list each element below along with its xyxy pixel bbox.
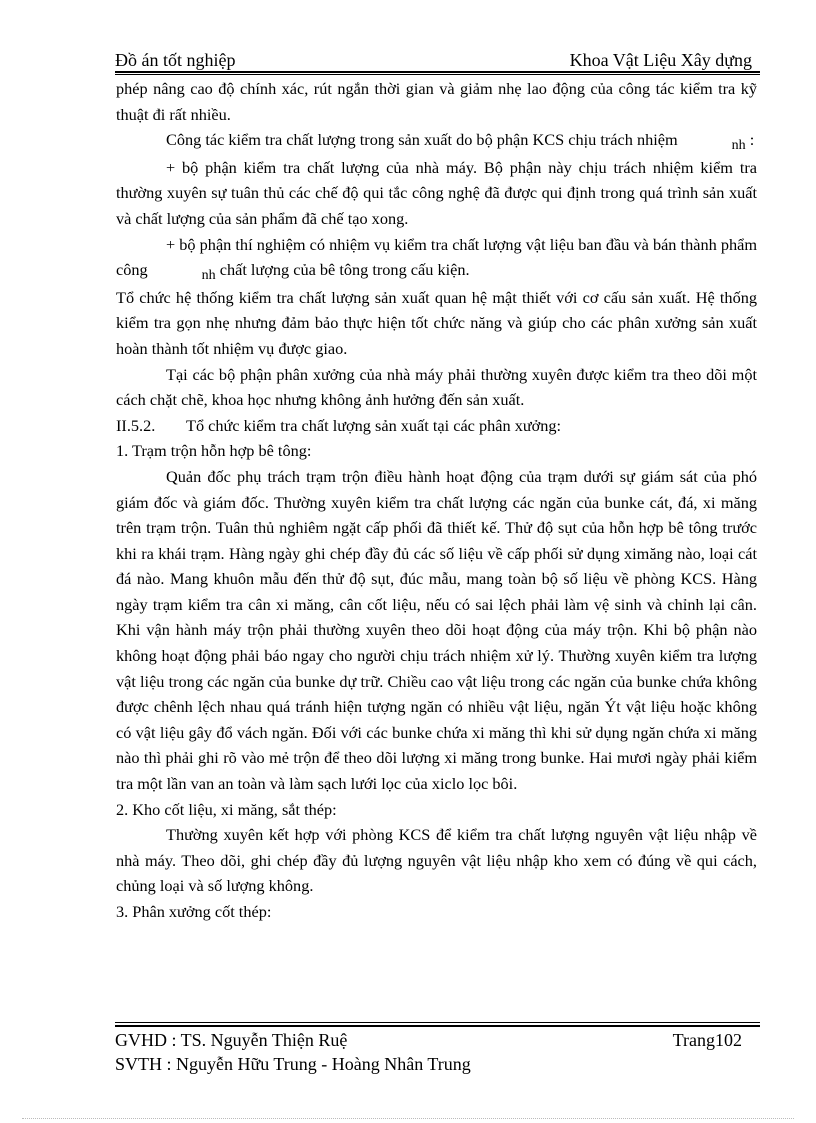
section-heading <box>116 413 757 439</box>
footer-rule <box>115 1025 760 1027</box>
header-title: Đồ án tốt nghiệp <box>115 50 236 70</box>
paragraph: Tổ chức hệ thống kiểm tra chất lượng sản xuất quan hệ mật thiết với cơ cấu sản xuất. Hệ thống kiểm tra gọn nhẹ nhưng đảm bảo thực hiện tốt chức năng và giúp cho các phân xưởng sản xuất hoàn thành tốt nhiệm vụ được giao. <box>116 287 757 358</box>
page-edge <box>22 1118 794 1119</box>
paragraph: + bộ phận kiểm tra chất lượng của nhà máy. Bộ phận này chịu trách nhiệm kiểm tra thường xuyên sự tuân thủ các chế độ qui tắc công nghệ đã được qui định trong quá trình sản xuất và chất lượng của sản phẩm đã chế tạo xong. <box>116 157 757 228</box>
paragraph: phép nâng cao độ chính xác, rút ngắn thời gian và giảm nhẹ lao động của công tác kiểm tra kỹ thuật đi rất nhiều. <box>116 79 757 124</box>
footer-students: SVTH : Nguyễn Hữu Trung - Hoàng Nhân Trung <box>115 1054 471 1074</box>
page-footer <box>115 1022 760 1082</box>
page-number: Trang102 <box>672 1030 742 1050</box>
section-number: II.5.2. <box>116 415 156 435</box>
subscript-fragment: nh <box>201 268 216 284</box>
subheading: 3. Phân xưởng cốt thép: <box>116 902 272 921</box>
paragraph: Thường xuyên kết hợp với phòng KCS để kiểm tra chất lượng nguyên vật liệu nhập về nhà máy. Theo dõi, ghi chép đầy đủ lượng nguyên vật liệu nhập kho xem có đúng về qui cách, chủng loại và số lượng không. <box>116 825 757 896</box>
header-rule <box>115 71 760 73</box>
header-rule-thin <box>115 74 760 75</box>
document-body <box>116 76 757 925</box>
subscript-fragment: nh <box>731 138 746 154</box>
paragraph: Công tác kiểm tra chất lượng trong sản xuất do bộ phận KCS chịu trách nhiệm nh : <box>116 127 757 155</box>
page-header <box>115 48 760 74</box>
footer-supervisor: GVHD : TS. Nguyễn Thiện Ruệ <box>115 1030 348 1050</box>
paragraph: Tại các bộ phận phân xưởng của nhà máy phải thường xuyên được kiểm tra theo dõi một cách chặt chẽ, khoa học nhưng không ảnh hưởng đến sản xuất. <box>116 364 757 410</box>
paragraph: Quản đốc phụ trách trạm trộn điều hành hoạt động của trạm dưới sự giám sát của phó giám đốc và giám đốc. Thường xuyên kiểm tra chất lượng các ngăn của bunke cát, đá, xi măng trên trạm trộn. Tuân thủ nghiêm ngặt cấp phối đã thiết kế. Thử độ sụt của hỗn hợp bê tông trước khi ra khái trạm. Hàng ngày ghi chép đầy đủ các số liệu về cấp phối sử dụng ximăng nào, loại cát đá nào. Mang khuôn mẫu đến thử độ sụt, đúc mẫu, mang toàn bộ số liệu về phòng KCS. Hàng ngày trạm kiểm tra cân xi măng, cân cốt liệu, nếu có sai lệch phải làm vệ sinh và chỉnh lại cân. Khi vận hành máy trộn phải thường xuyên theo dõi hoạt động của máy trộn. Khi bộ phận nào không hoạt động phải báo ngay cho người chịu trách nhiệm xử lý. Thường xuyên kiểm tra lượng vật liệu trong các ngăn của bunke dự trữ. Chiều cao vật liệu trong các ngăn của bunke chứa không được chênh lệch nhau quá tránh hiện tượng ngăn có nhiều vật liệu, ngăn Ýt vật liệu hoặc không có vật liệu gây đổ vách ngăn. Đối với các bunke chứa xi măng thì khi sử dụng ngăn chứa xi măng nào thì phải ghi rõ vào mẻ trộn để theo dõi lượng xi măng trong bunke. Hai mươi ngày phải kiểm tra một lần van an toàn và làm sạch lưới lọc của xiclo lọc bôi. <box>116 466 757 794</box>
subheading: 1. Trạm trộn hỗn hợp bê tông: <box>116 441 312 461</box>
paragraph: + bộ phận thí nghiệm có nhiệm vụ kiểm tra chất lượng vật liệu ban đầu và bán thành phẩm công nh chất lượng của bê tông trong cấu kiện. <box>116 232 757 285</box>
subheading: 2. Kho cốt liệu, xi măng, sắt thép: <box>116 799 337 819</box>
header-department: Khoa Vật Liệu Xây dựng <box>569 50 752 70</box>
footer-rule-thin <box>115 1022 760 1023</box>
section-title: Tổ chức kiểm tra chất lượng sản xuất tại các phân xưởng: <box>186 415 562 435</box>
